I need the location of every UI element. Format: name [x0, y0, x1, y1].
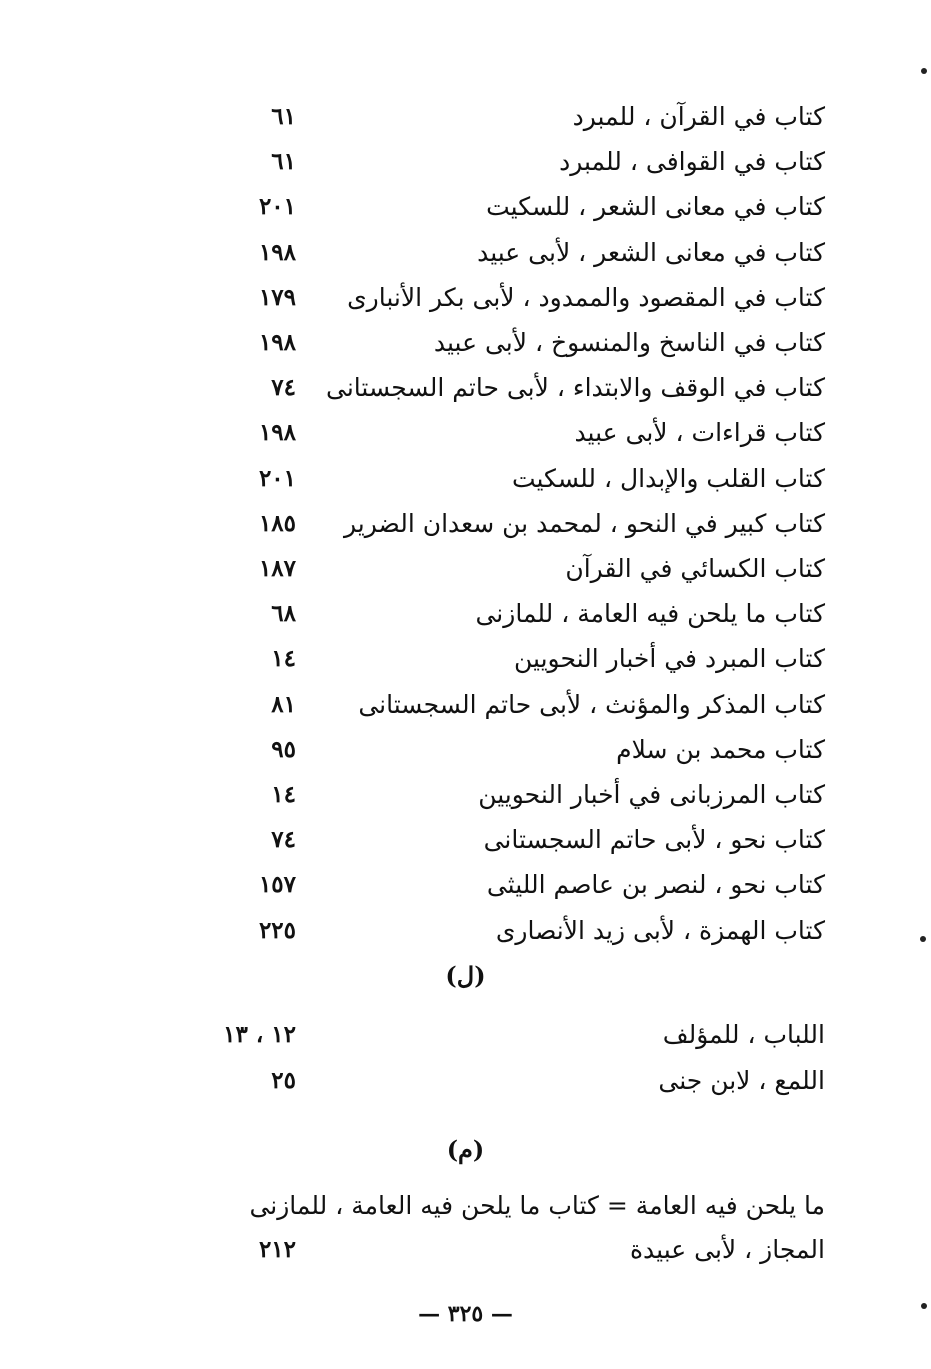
entry-title: كتاب في الناسخ والمنسوخ ، لأبى عبيد — [433, 328, 825, 357]
entry-pages: ١٩٨ — [258, 239, 296, 266]
entry-title: كتاب نحو ، لأبى حاتم السجستانى — [483, 825, 825, 854]
entry-pages: ١٨٥ — [258, 510, 296, 537]
entry-pages: ٦٨ — [271, 600, 296, 627]
index-entry — [0, 187, 931, 231]
entry-title: اللباب ، للمؤلف — [662, 1020, 825, 1049]
entry-title: كتاب في المقصود والممدود ، لأبى بكر الأنبارى — [347, 283, 825, 312]
index-entry — [0, 1061, 931, 1105]
entry-pages: ٨١ — [271, 691, 296, 718]
index-entry — [0, 459, 931, 503]
entry-title: كتاب نحو ، لنصر بن عاصم الليثى — [486, 870, 825, 899]
index-entry — [0, 233, 931, 277]
index-entry — [0, 639, 931, 683]
entry-pages: ١٧٩ — [258, 284, 296, 311]
entry-title: كتاب الكسائي في القرآن — [565, 554, 825, 583]
entry-title: كتاب المذكر والمؤنث ، لأبى حاتم السجستانى — [358, 690, 825, 719]
entry-pages: ٦١ — [271, 103, 296, 130]
entry-pages: ٢٠١ — [258, 193, 296, 220]
index-entry — [0, 594, 931, 638]
page-number: — ٣٢٥ — — [418, 1301, 513, 1327]
index-entry — [0, 820, 931, 864]
entry-title: كتاب في الوقف والابتداء ، لأبى حاتم السجستانى — [326, 373, 825, 402]
cross-reference-entry: ما يلحن فيه العامة = كتاب ما يلحن فيه العامة ، للمازنى — [249, 1191, 825, 1220]
entry-pages: ١٨٧ — [258, 555, 296, 582]
entry-title: كتاب في القوافى ، للمبرد — [559, 147, 825, 176]
scan-speck — [921, 68, 927, 74]
index-entry — [0, 413, 931, 457]
entry-title: كتاب في معانى الشعر ، للسكيت — [486, 192, 825, 221]
index-entry — [0, 278, 931, 322]
entry-title: كتاب المبرد في أخبار النحويين — [514, 644, 825, 673]
section-heading-l: (ل) — [445, 961, 486, 990]
entry-title: كتاب في القرآن ، للمبرد — [572, 102, 825, 131]
entry-pages: ٢١٢ — [258, 1236, 296, 1263]
scan-speck — [920, 936, 926, 942]
index-entry — [0, 142, 931, 186]
index-entry — [0, 549, 931, 593]
entry-title: كتاب الهمزة ، لأبى زيد الأنصارى — [495, 916, 825, 945]
entry-title: كتاب المرزبانى في أخبار النحويين — [478, 780, 825, 809]
index-entry — [0, 1015, 931, 1059]
entry-pages: ٢٥ — [271, 1067, 296, 1094]
entry-pages: ١٥٧ — [258, 871, 296, 898]
index-entry — [0, 911, 931, 955]
entry-pages: ٩٥ — [271, 736, 296, 763]
index-entry — [0, 97, 931, 141]
entry-pages: ١٩٨ — [258, 329, 296, 356]
scan-speck — [921, 1303, 927, 1309]
entry-pages: ٧٤ — [271, 826, 296, 853]
entry-pages: ١٤ — [271, 645, 296, 672]
index-entry — [0, 1230, 931, 1274]
entry-title: كتاب ما يلحن فيه العامة ، للمازنى — [475, 599, 825, 628]
index-entry — [0, 685, 931, 729]
entry-title: كتاب كبير في النحو ، لمحمد بن سعدان الضرير — [344, 509, 825, 538]
entry-title: كتاب قراءات ، لأبى عبيد — [574, 418, 825, 447]
entry-pages: ٦١ — [271, 148, 296, 175]
entry-title: اللمع ، لابن جنى — [658, 1066, 825, 1095]
entry-title: كتاب في معانى الشعر ، لأبى عبيد — [477, 238, 825, 267]
index-entry — [0, 504, 931, 548]
index-entry — [0, 730, 931, 774]
entry-pages: ٢٠١ — [258, 465, 296, 492]
entry-pages: ٧٤ — [271, 374, 296, 401]
index-entry — [0, 323, 931, 367]
index-entry — [0, 865, 931, 909]
entry-pages: ١٢ ، ١٣ — [223, 1021, 296, 1048]
index-entry — [0, 368, 931, 412]
entry-title: كتاب القلب والإبدال ، للسكيت — [511, 464, 825, 493]
section-heading-m: (م) — [446, 1135, 485, 1164]
entry-title: المجاز ، لأبى عبيدة — [629, 1235, 825, 1264]
entry-pages: ٢٢٥ — [258, 917, 296, 944]
entry-pages: ١٩٨ — [258, 419, 296, 446]
index-entry — [0, 775, 931, 819]
entry-title: كتاب محمد بن سلام — [616, 735, 825, 764]
entry-pages: ١٤ — [271, 781, 296, 808]
